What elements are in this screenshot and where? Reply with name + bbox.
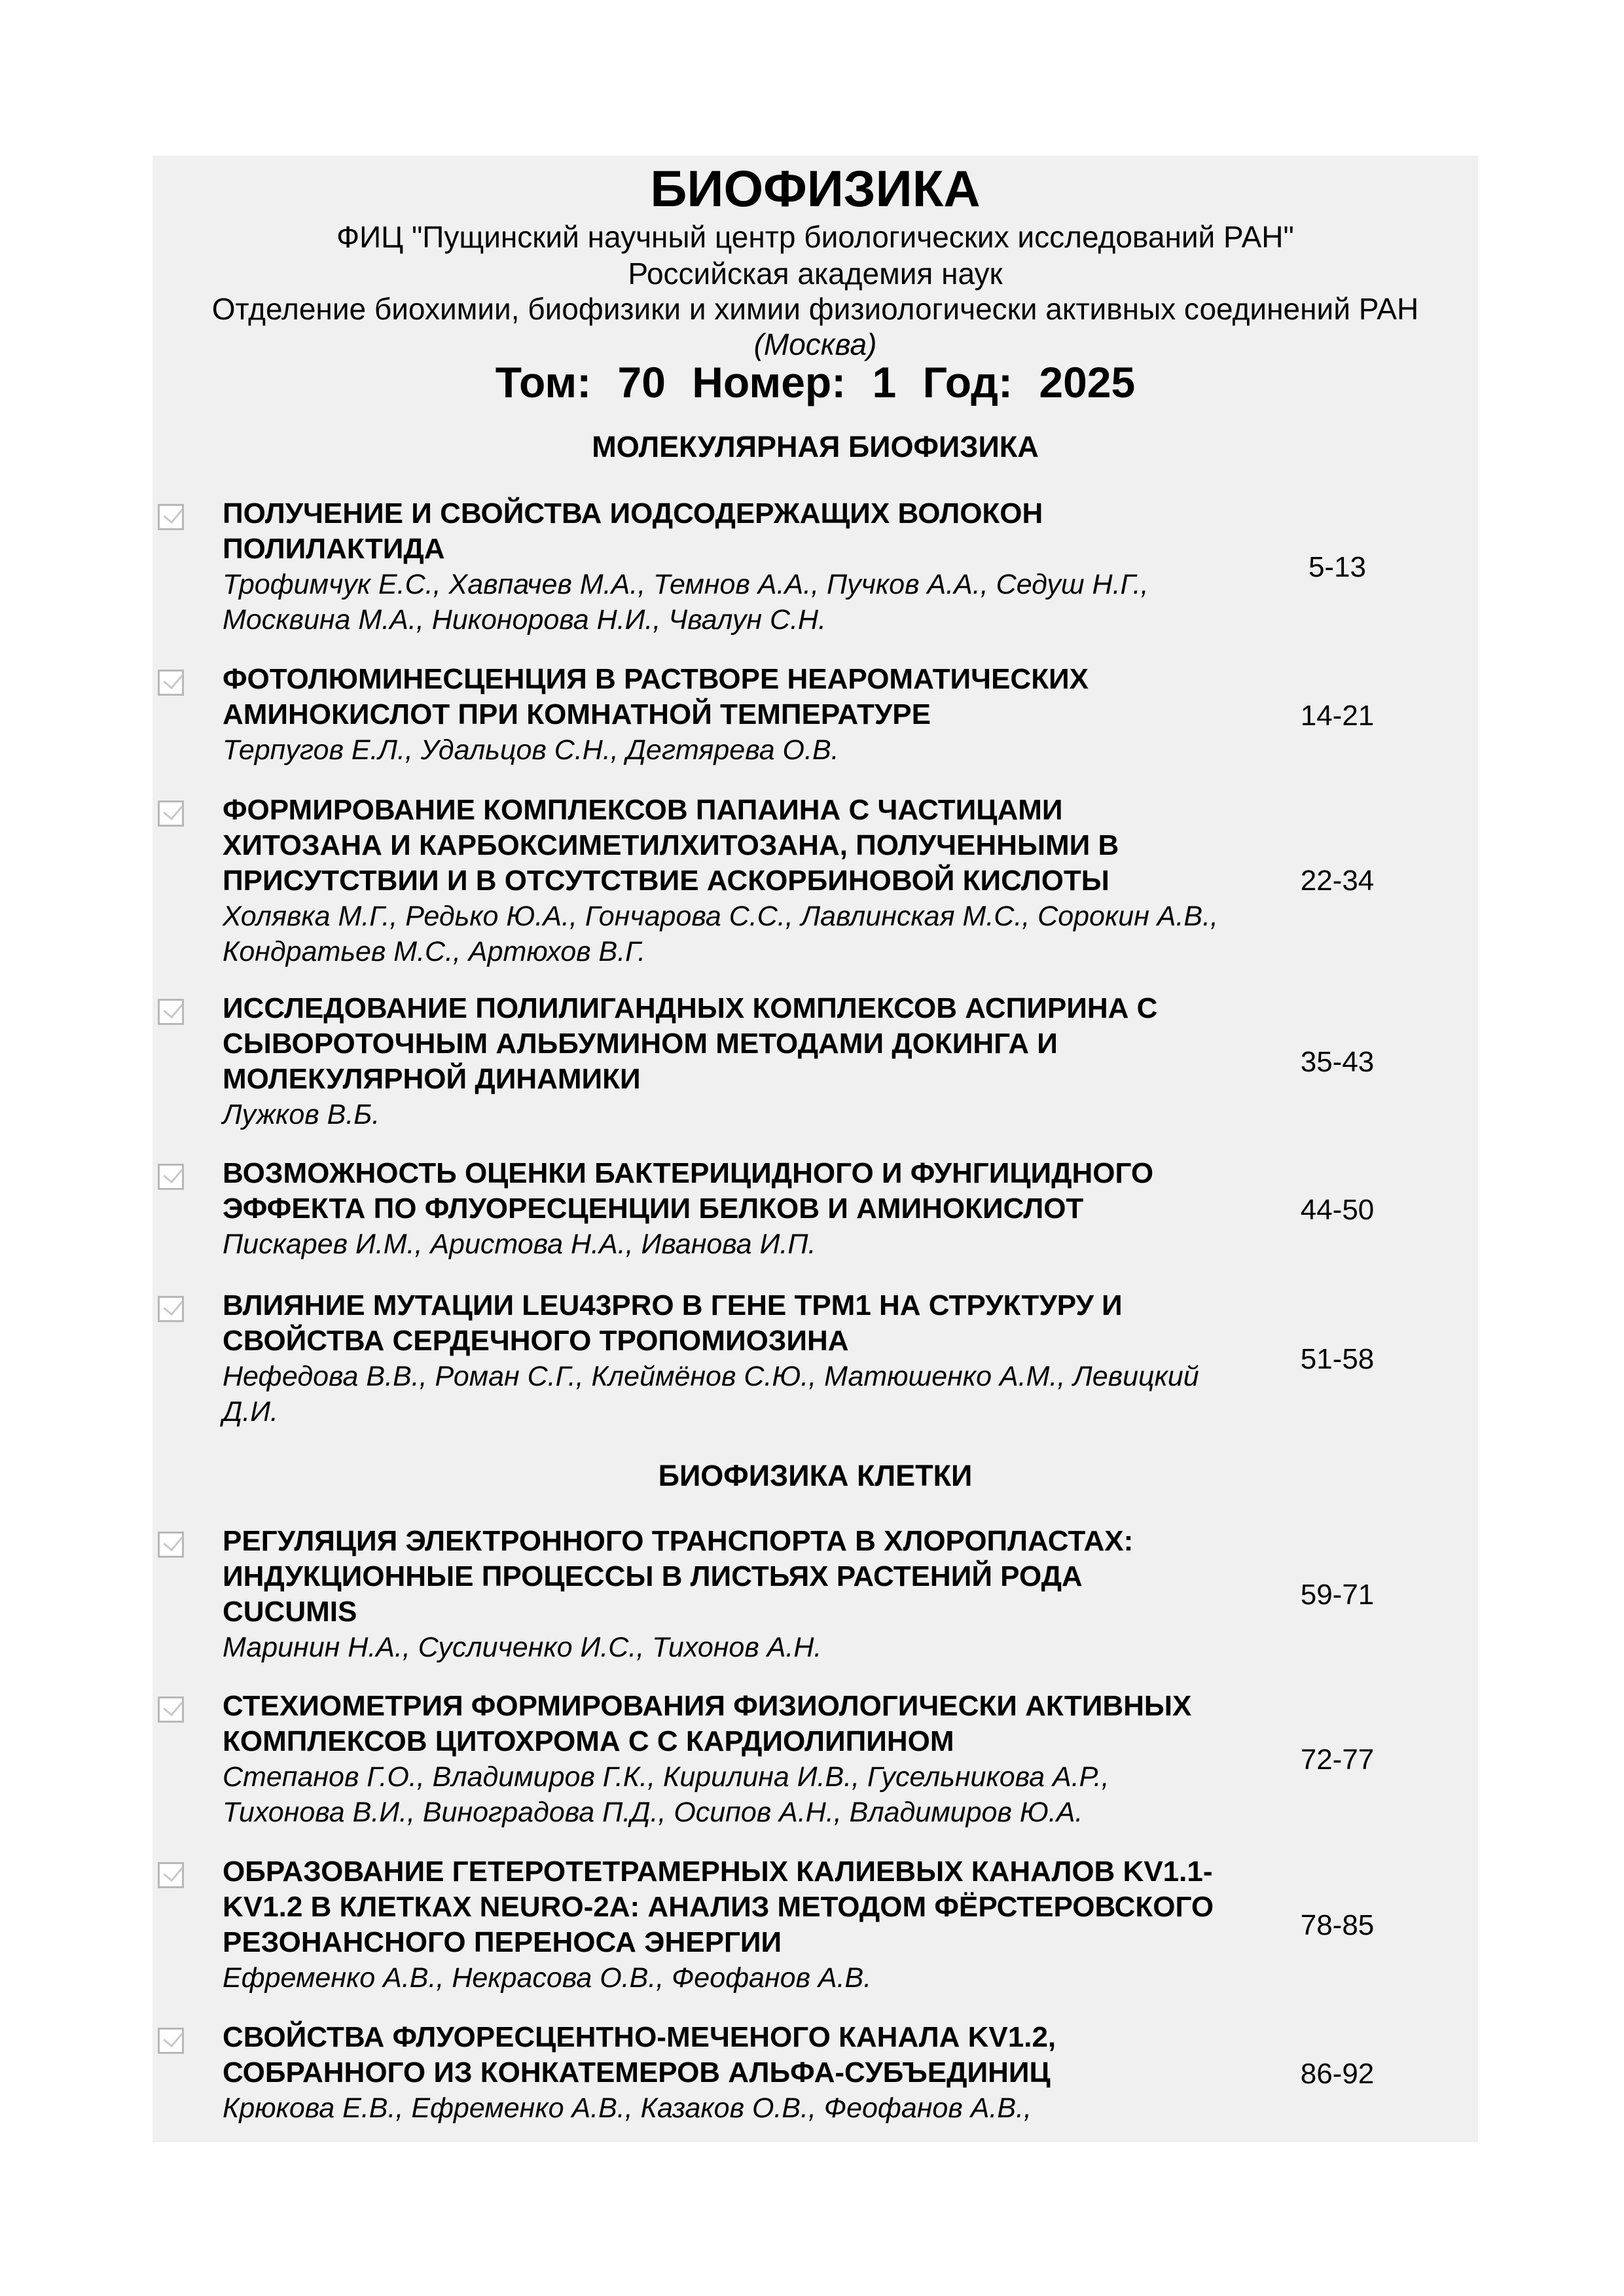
select-checkbox[interactable] [158,504,184,530]
article-title[interactable]: СТЕХИОМЕТРИЯ ФОРМИРОВАНИЯ ФИЗИОЛОГИЧЕСКИ АКТИВНЫХ КОМПЛЕКСОВ ЦИТОХРОМА С С КАРДИОЛИПИНОМ [223,1690,1192,1757]
article-authors: Крюкова Е.В., Ефременко А.В., Казаков О.В., Феофанов А.В., [223,2092,1032,2124]
article-authors: Маринин Н.А., Сусличенко И.С., Тихонов А.Н. [223,1632,822,1663]
article-title[interactable]: ВЛИЯНИЕ МУТАЦИИ LEU43PRO В ГЕНЕ TPM1 НА СТРУКТУРУ И СВОЙСТВА СЕРДЕЧНОГО ТРОПОМИОЗИНА [223,1289,1123,1357]
journal-title: БИОФИЗИКА [650,160,981,217]
article-authors: Нефедова В.В., Роман С.Г., Клеймёнов С.Ю., Матюшенко А.М., Левицкий Д.И. [223,1361,1199,1427]
article-authors: Ефременко А.В., Некрасова О.В., Феофанов А.В. [223,1962,872,1994]
select-checkbox[interactable] [158,999,184,1025]
article-pages: 44-50 [1300,1194,1375,1226]
article-authors: Холявка М.Г., Редько Ю.А., Гончарова С.С., Лавлинская М.С., Сорокин А.В., Кондратьев М.С., Артюхов В.Г. [223,901,1218,967]
article-authors: Лужков В.Б. [223,1099,380,1130]
article-title[interactable]: ФОРМИРОВАНИЕ КОМПЛЕКСОВ ПАПАИНА С ЧАСТИЦАМИ ХИТОЗАНА И КАРБОКСИМЕТИЛХИТОЗАНА, ПОЛУЧЕННЫМИ В ПРИСУТСТВИИ И В ОТСУТСТВИЕ АСКОРБИНОВОЙ КИСЛОТЫ [223,794,1119,897]
section-heading: МОЛЕКУЛЯРНАЯ БИОФИЗИКА [592,430,1039,463]
article-title[interactable]: ОБРАЗОВАНИЕ ГЕТЕРОТЕТРАМЕРНЫХ КАЛИЕВЫХ КАНАЛОВ KV1.1-KV1.2 В КЛЕТКАХ NEURO-2A: АНАЛИЗ МЕТОДОМ ФЁРСТЕРОВСКОГО РЕЗОНАНСНОГО ПЕРЕНОСА ЭНЕРГИИ [223,1856,1214,1958]
article-pages: 78-85 [1300,1909,1375,1941]
article-authors: Трофимчук Е.С., Хавпачев М.А., Темнов А.А., Пучков А.А., Седуш Н.Г., Москвина М.А., Никонорова Н.И., Чвалун С.Н. [223,569,1149,636]
article-pages: 35-43 [1300,1046,1375,1078]
article-title[interactable]: ВОЗМОЖНОСТЬ ОЦЕНКИ БАКТЕРИЦИДНОГО И ФУНГИЦИДНОГО ЭФФЕКТА ПО ФЛУОРЕСЦЕНЦИИ БЕЛКОВ И АМИНОКИСЛОТ [223,1157,1154,1225]
journal-city: (Москва) [753,327,877,361]
article-title[interactable]: ПОЛУЧЕНИЕ И СВОЙСТВА ИОДСОДЕРЖАЩИХ ВОЛОКОН ПОЛИЛАКТИДА [223,497,1043,565]
article-pages: 5-13 [1308,551,1367,583]
select-checkbox[interactable] [158,1862,184,1888]
select-checkbox[interactable] [158,1532,184,1558]
article-title[interactable]: РЕГУЛЯЦИЯ ЭЛЕКТРОННОГО ТРАНСПОРТА В ХЛОРОПЛАСТАХ: ИНДУКЦИОННЫЕ ПРОЦЕССЫ В ЛИСТЬЯХ РАСТЕНИЙ РОДА CUCUMIS [223,1525,1134,1628]
article-pages: 51-58 [1300,1343,1375,1375]
toc-sheet [153,156,1478,2142]
article-authors: Пискарев И.М., Аристова Н.А., Иванова И.П. [223,1229,816,1260]
journal-publisher: ФИЦ "Пущинский научный центр биологических исследований РАН" [336,220,1294,254]
article-pages: 86-92 [1300,2058,1375,2090]
article-pages: 72-77 [1300,1744,1375,1776]
select-checkbox[interactable] [158,670,184,696]
article-title[interactable]: ФОТОЛЮМИНЕСЦЕНЦИЯ В РАСТВОРЕ НЕАРОМАТИЧЕСКИХ АМИНОКИСЛОТ ПРИ КОМНАТНОЙ ТЕМПЕРАТУРЕ [223,663,1089,730]
article-pages: 22-34 [1300,865,1375,897]
journal-department: Отделение биохимии, биофизики и химии физиологически активных соединений РАН [211,292,1419,326]
select-checkbox[interactable] [158,2028,184,2054]
section-heading: БИОФИЗИКА КЛЕТКИ [658,1459,973,1492]
select-checkbox[interactable] [158,1164,184,1190]
select-checkbox[interactable] [158,1296,184,1322]
article-title[interactable]: ИССЛЕДОВАНИЕ ПОЛИЛИГАНДНЫХ КОМПЛЕКСОВ АСПИРИНА С СЫВОРОТОЧНЫМ АЛЬБУМИНОМ МЕТОДАМИ ДОКИНГА И МОЛЕКУЛЯРНОЙ ДИНАМИКИ [223,992,1158,1095]
article-authors: Степанов Г.О., Владимиров Г.К., Кирилина И.В., Гусельникова А.Р., Тихонова В.И., Виноградова П.Д., Осипов А.Н., Владимиров Ю.А. [223,1761,1110,1828]
issue-info: Том: 70 Номер: 1 Год: 2025 [495,358,1136,406]
article-title[interactable]: СВОЙСТВА ФЛУОРЕСЦЕНТНО-МЕЧЕНОГО КАНАЛА KV1.2, СОБРАННОГО ИЗ КОНКАТЕМЕРОВ АЛЬФА-СУБЪЕДИНИЦ [223,2021,1056,2089]
article-authors: Терпугов Е.Л., Удальцов С.Н., Дегтярева О.В. [223,734,839,766]
select-checkbox[interactable] [158,1696,184,1723]
journal-academy: Российская академия наук [628,257,1003,291]
select-checkbox[interactable] [158,800,184,827]
article-pages: 59-71 [1300,1579,1375,1611]
article-pages: 14-21 [1300,700,1375,732]
